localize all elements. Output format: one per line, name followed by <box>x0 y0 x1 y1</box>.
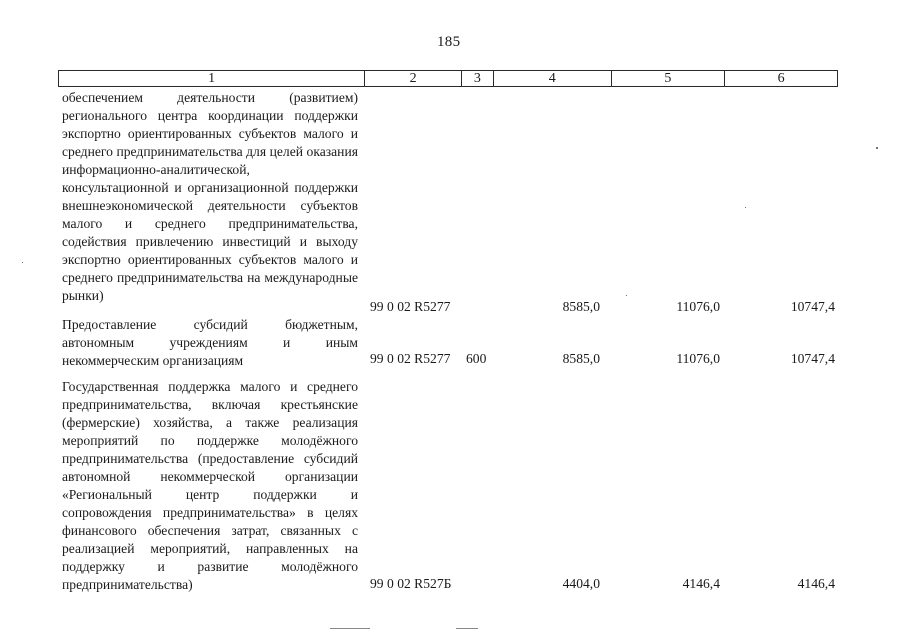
page-number: 185 <box>437 34 461 50</box>
column-header-2: 2 <box>365 71 462 86</box>
row-2-expense-type: 600 <box>466 351 487 366</box>
row-1-code: 99 0 02 R5277 <box>370 299 451 314</box>
row-2-value-5: 11076,0 <box>676 351 720 366</box>
row-3-description: Государственная поддержка малого и среднего предпринимательства, включая крестьянские (фермерские) хозяйства, а также реализация мероприятий по поддержке молодёжного предпринимательства (предоставление субсидий автономной некоммерческой организации «Региональный центр поддержки и сопровождения предпринимательства» в целях финансового обеспечения затрат, связанных с реализацией мероприятий, направленных на поддержку и развитие молодёжного предпринимательства) <box>62 379 358 592</box>
scan-speck <box>745 207 746 208</box>
row-3-value-4: 4404,0 <box>562 576 600 591</box>
row-2-description: Предоставление субсидий бюджетным, автономным учреждениям и иным некоммерческим организациям <box>62 317 358 368</box>
row-3-code: 99 0 02 R527Б <box>370 576 452 591</box>
row-3-value-6: 4146,4 <box>797 576 835 591</box>
column-header-5: 5 <box>612 71 726 86</box>
row-1-value-5: 11076,0 <box>676 299 720 314</box>
row-1-value-6: 10747,4 <box>790 299 835 314</box>
scan-mark <box>456 628 478 629</box>
row-1-description: обеспечением деятельности (развитием) регионального центра координации поддержки экспортно ориентированных субъектов малого и среднего предпринимательства для целей оказания информационно-аналитической, консультационной и организационной поддержки внешнеэкономической деятельности субъектов малого и среднего предпринимательства, содействия привлечению инвестиций и выходу экспортно ориентированных субъектов малого и среднего предпринимательства на международные рынки) <box>62 90 358 303</box>
row-2-value-6: 10747,4 <box>790 351 835 366</box>
row-2-code: 99 0 02 R5277 <box>370 351 451 366</box>
column-header-3: 3 <box>462 71 494 86</box>
scan-speck <box>22 262 23 263</box>
row-2-value-4: 8585,0 <box>562 351 600 366</box>
column-header-6: 6 <box>777 71 785 86</box>
scan-speck <box>876 147 878 149</box>
row-1-value-4: 8585,0 <box>562 299 600 314</box>
column-header-1: 1 <box>59 71 365 86</box>
column-header-row <box>58 70 838 87</box>
row-3-value-5: 4146,4 <box>682 576 720 591</box>
scan-mark <box>330 628 370 629</box>
column-header-4: 4 <box>494 71 612 86</box>
scan-speck <box>626 295 627 296</box>
